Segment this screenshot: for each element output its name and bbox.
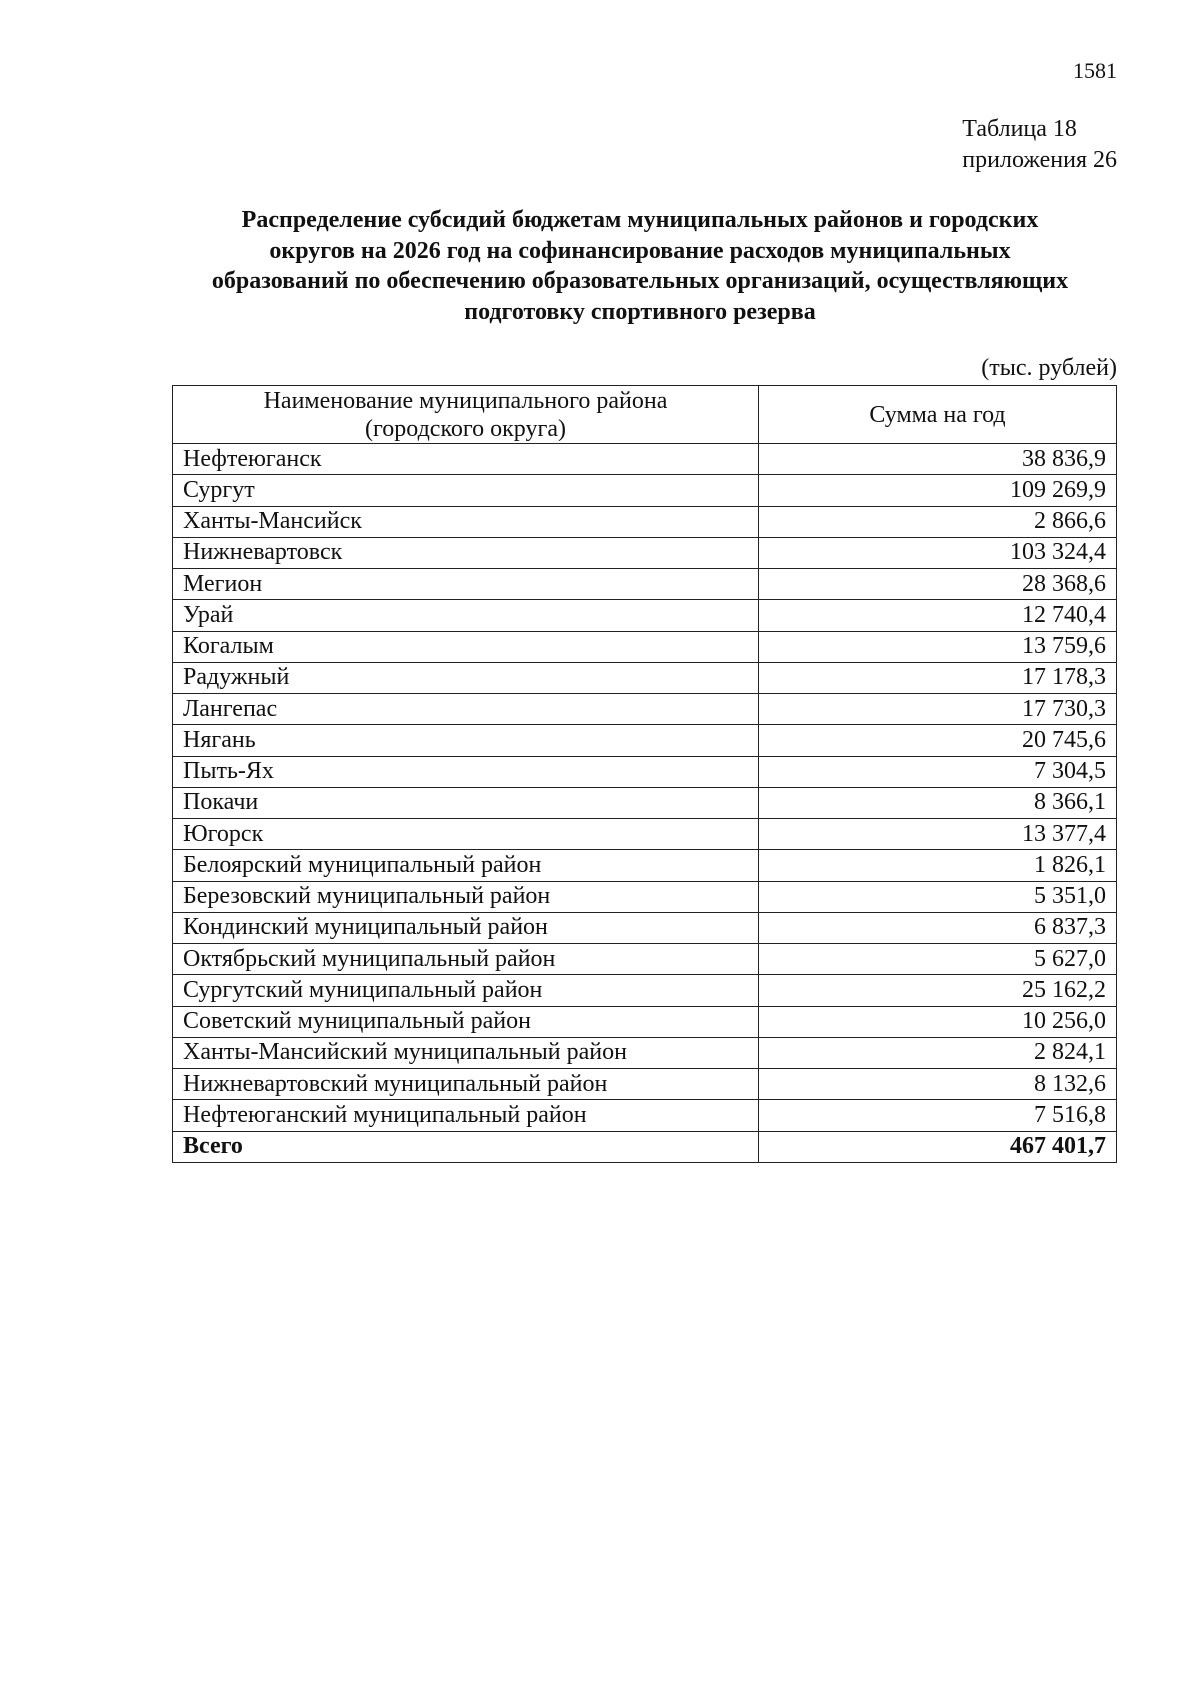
table-row	[173, 600, 1117, 631]
subsidy-amount: 6 837,3	[759, 912, 1117, 943]
table-row	[173, 1006, 1117, 1037]
subsidy-amount: 20 745,6	[759, 725, 1117, 756]
subsidy-amount: 10 256,0	[759, 1006, 1117, 1037]
table-reference	[962, 114, 1117, 176]
subsidy-amount: 12 740,4	[759, 600, 1117, 631]
municipality-name: Ханты-Мансийск	[173, 506, 759, 537]
distribution-table	[172, 385, 1117, 1163]
municipality-name: Мегион	[173, 569, 759, 600]
municipality-name: Нягань	[173, 725, 759, 756]
table-row	[173, 756, 1117, 787]
subsidy-amount: 1 826,1	[759, 850, 1117, 881]
table-row	[173, 725, 1117, 756]
municipality-name: Октябрьский муниципальный район	[173, 944, 759, 975]
municipality-name: Когалым	[173, 631, 759, 662]
subsidy-amount: 7 516,8	[759, 1100, 1117, 1131]
table-row	[173, 944, 1117, 975]
table-row	[173, 975, 1117, 1006]
table-row	[173, 819, 1117, 850]
document-title-line-1: Распределение субсидий бюджетам муниципальных районов и городских	[241, 207, 1039, 233]
subsidy-amount: 13 377,4	[759, 819, 1117, 850]
subsidy-amount: 17 730,3	[759, 694, 1117, 725]
table-reference-line-1: Таблица 18	[962, 116, 1077, 142]
municipality-name: Кондинский муниципальный район	[173, 912, 759, 943]
municipality-name: Советский муниципальный район	[173, 1006, 759, 1037]
municipality-name: Березовский муниципальный район	[173, 881, 759, 912]
column-header-amount: Сумма на год	[759, 386, 1117, 444]
table-reference-line-2: приложения 26	[962, 147, 1117, 173]
subsidy-amount: 13 759,6	[759, 631, 1117, 662]
municipality-name: Нижневартовский муниципальный район	[173, 1069, 759, 1100]
table-row	[173, 475, 1117, 506]
document-title-line-2: округов на 2026 год на софинансирование расходов муниципальных	[269, 237, 1011, 264]
table-body	[173, 444, 1117, 1163]
document-title	[160, 205, 1120, 327]
table-row	[173, 506, 1117, 537]
municipality-name: Ханты-Мансийский муниципальный район	[173, 1037, 759, 1068]
subsidy-amount: 8 366,1	[759, 787, 1117, 818]
municipality-name: Покачи	[173, 787, 759, 818]
subsidy-amount: 103 324,4	[759, 537, 1117, 568]
subsidy-amount: 8 132,6	[759, 1069, 1117, 1100]
table-row	[173, 569, 1117, 600]
table-row	[173, 881, 1117, 912]
subsidy-amount: 2 824,1	[759, 1037, 1117, 1068]
subsidy-amount: 38 836,9	[759, 444, 1117, 475]
subsidy-amount: 17 178,3	[759, 662, 1117, 693]
municipality-name: Белоярский муниципальный район	[173, 850, 759, 881]
municipality-name: Нефтеюганский муниципальный район	[173, 1100, 759, 1131]
document-title-line-4: подготовку спортивного резерва	[464, 298, 816, 325]
table-row	[173, 537, 1117, 568]
municipality-name: Сургутский муниципальный район	[173, 975, 759, 1006]
table-row	[173, 631, 1117, 662]
table-row	[173, 787, 1117, 818]
municipality-name: Лангепас	[173, 694, 759, 725]
subsidy-amount: 109 269,9	[759, 475, 1117, 506]
table-row	[173, 1069, 1117, 1100]
table-row	[173, 694, 1117, 725]
page-number: 1581	[1073, 58, 1117, 83]
subsidy-amount: 5 351,0	[759, 881, 1117, 912]
units-label: (тыс. рублей)	[981, 355, 1117, 381]
municipality-name: Радужный	[173, 662, 759, 693]
subsidy-amount: 28 368,6	[759, 569, 1117, 600]
table-row	[173, 444, 1117, 475]
table-row	[173, 850, 1117, 881]
table-row	[173, 1037, 1117, 1068]
municipality-name: Нижневартовск	[173, 537, 759, 568]
municipality-name: Пыть-Ях	[173, 756, 759, 787]
subsidy-amount: 7 304,5	[759, 756, 1117, 787]
total-row	[173, 1131, 1117, 1162]
column-header-name-line-2: (городского округа)	[365, 415, 566, 442]
subsidy-amount: 5 627,0	[759, 944, 1117, 975]
subsidy-amount: 2 866,6	[759, 506, 1117, 537]
subsidy-amount: 25 162,2	[759, 975, 1117, 1006]
table-header-row	[173, 386, 1117, 444]
municipality-name: Югорск	[173, 819, 759, 850]
municipality-name: Сургут	[173, 475, 759, 506]
document-title-line-3: образований по обеспечению образовательных организаций, осуществляющих	[211, 268, 1069, 294]
table-row	[173, 662, 1117, 693]
total-label: Всего	[173, 1131, 759, 1162]
total-amount: 467 401,7	[759, 1131, 1117, 1162]
table-row	[173, 912, 1117, 943]
municipality-name: Нефтеюганск	[173, 444, 759, 475]
municipality-name: Урай	[173, 600, 759, 631]
column-header-name-line-1: Наименование муниципального района	[263, 387, 668, 414]
table-row	[173, 1100, 1117, 1131]
column-header-name	[173, 386, 759, 444]
